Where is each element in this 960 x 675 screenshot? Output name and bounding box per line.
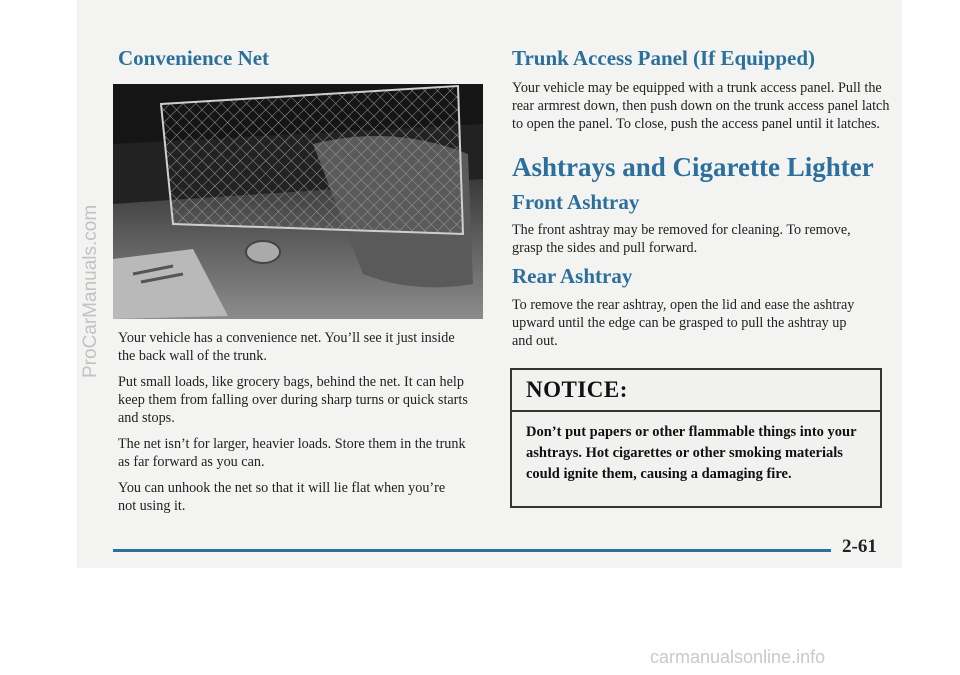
page-number: 2-61 [842, 536, 877, 557]
site-footer-text: carmanualsonline.info [650, 647, 826, 667]
front-ashtray-paragraph: The front ashtray may be removed for cleaning. To remove, grasp the sides and pull forward. [512, 222, 851, 256]
watermark-text: ProCarManuals.com [80, 204, 101, 378]
trunk-access-heading: Trunk Access Panel (If Equipped) [512, 46, 815, 70]
footer-rule [113, 549, 831, 552]
rear-ashtray-paragraph: To remove the rear ashtray, open the lid and ease the ashtray upward until the edge can be grasped to pull the ashtray up and out. [512, 297, 855, 349]
convenience-net-paragraph-1: Your vehicle has a convenience net. You’ll see it just inside the back wall of the trunk. [118, 330, 455, 364]
rear-ashtray-heading: Rear Ashtray [512, 264, 633, 288]
ashtrays-heading: Ashtrays and Cigarette Lighter [512, 152, 874, 182]
trunk-net-photo [113, 84, 483, 319]
convenience-net-heading: Convenience Net [118, 46, 270, 70]
convenience-net-paragraph-3: The net isn’t for larger, heavier loads. Store them in the trunk as far forward as you can. [118, 436, 466, 470]
trunk-net-illustration [113, 84, 483, 319]
notice-title: NOTICE: [512, 370, 880, 412]
convenience-net-paragraph-4: You can unhook the net so that it will lie flat when you’re not using it. [118, 480, 446, 514]
front-ashtray-heading: Front Ashtray [512, 190, 640, 214]
trunk-access-paragraph: Your vehicle may be equipped with a trunk access panel. Pull the rear armrest down, then push down on the trunk access panel latch to open the panel. To close, push the access panel until it latches. [512, 80, 890, 132]
convenience-net-paragraph-2: Put small loads, like grocery bags, behind the net. It can help keep them from falling over during sharp turns or quick starts and stops. [118, 374, 468, 426]
notice-box [510, 368, 882, 508]
notice-text: Don’t put papers or other flammable things into your ashtrays. Hot cigarettes or other smoking materials could ignite them, causing a damaging fire. [526, 424, 857, 482]
